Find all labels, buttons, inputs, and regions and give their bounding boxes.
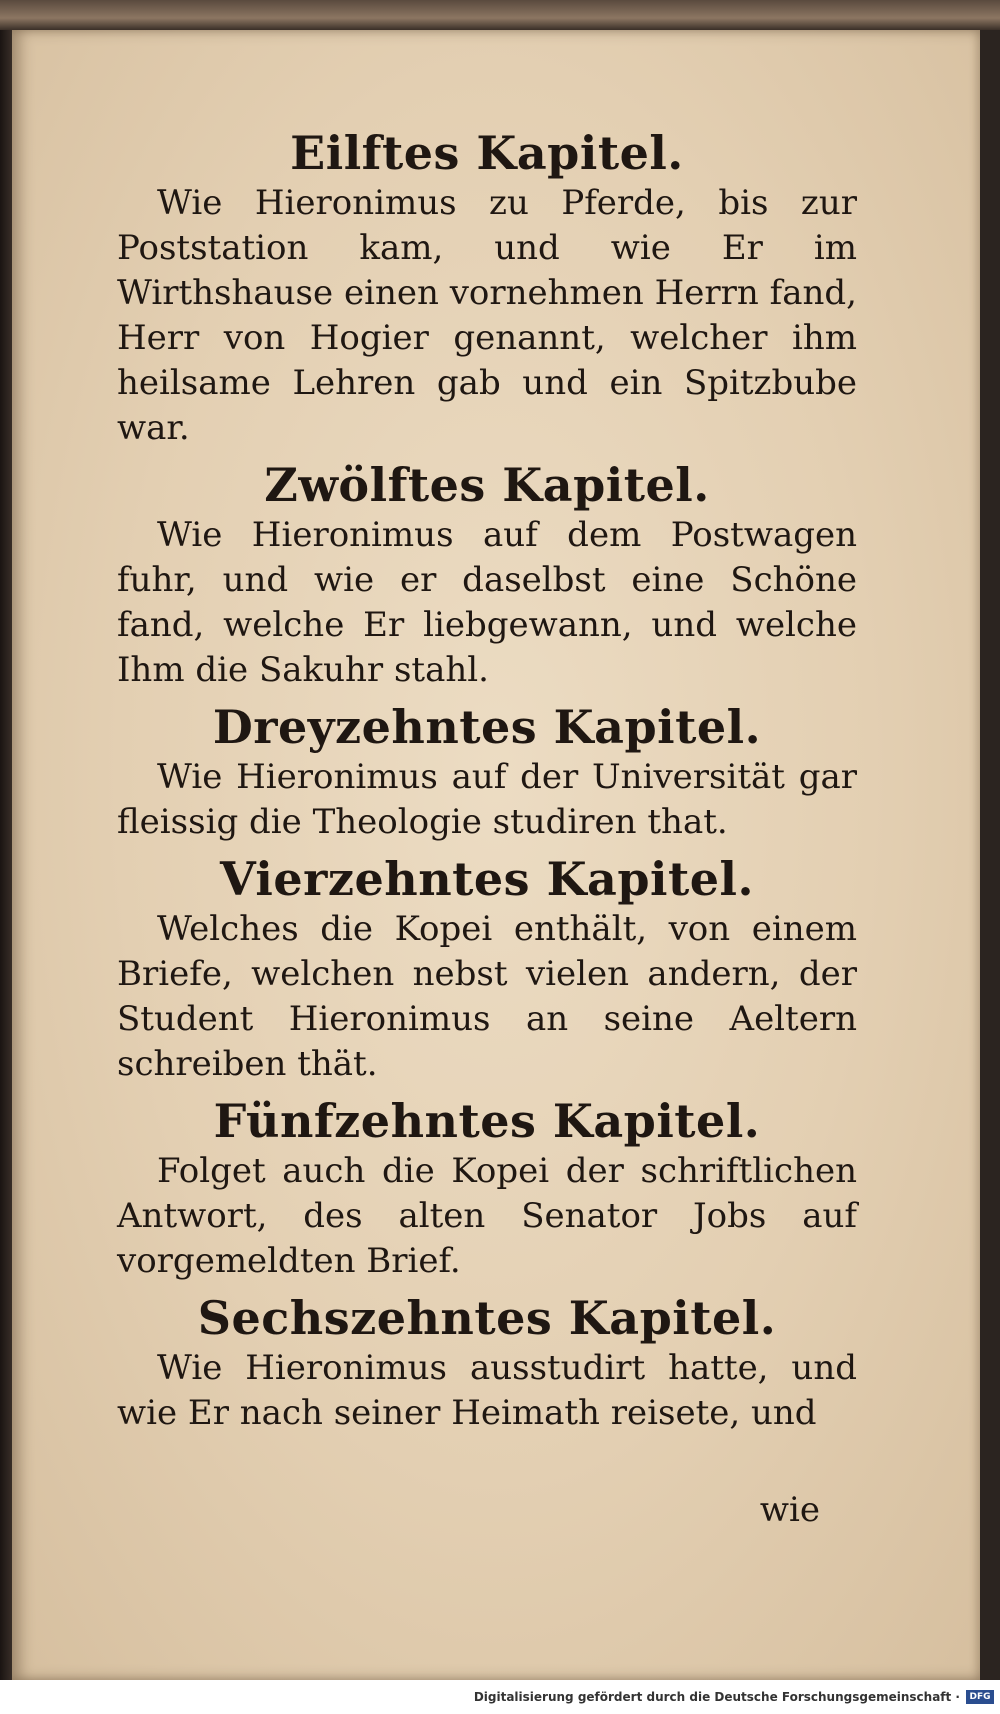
chapter-15-title: Fünfzehntes Kapitel. [213,1094,761,1148]
chapter-16-summary: Wie Hieronimus ausstudirt hatte, und wie Er nach seiner Heimath reisete, und [117,1348,857,1433]
page-content [117,125,857,1442]
funding-credit: Digitalisierung gefördert durch die Deutsche Forschungsgemeinschaft · [473,1690,960,1704]
chapter-11-title: Eilftes Kapitel. [290,126,684,180]
chapter-16-title: Sechszehntes Kapitel. [197,1291,777,1345]
chapter-15-summary: Folget auch die Kopei der schriftlichen Antwort, des alten Senator Jobs auf vorgemeldten Brief. [117,1151,857,1281]
chapter-14-summary: Welches die Kopei enthält, von einem Briefe, welchen nebst vielen andern, der Student Hieronimus an seine Aeltern schreiben thät. [117,909,857,1084]
chapter-13-title: Dreyzehntes Kapitel. [212,700,762,754]
catchword: wie [759,1490,820,1530]
digitization-footer [0,1680,1000,1714]
chapter-11-summary: Wie Hieronimus zu Pferde, bis zur Poststation kam, und wie Er im Wirthshause einen vornehmen Herrn fand, Herr von Hogier genannt, welcher ihm heilsame Lehren gab und ein Spitzbube war. [117,183,857,448]
chapter-12-summary: Wie Hieronimus auf dem Postwagen fuhr, und wie er daselbst eine Schöne fand, welche Er liebgewann, und welche Ihm die Sakuhr stahl. [117,515,857,690]
chapter-13-summary: Wie Hieronimus auf der Universität gar fleissig die Theologie studiren that. [117,757,857,842]
chapter-12-title: Zwölftes Kapitel. [264,458,710,512]
book-top-edge [0,0,1000,30]
dfg-logo-icon: DFG [966,1690,994,1704]
book-page [12,30,980,1680]
chapter-14-title: Vierzehntes Kapitel. [220,852,754,906]
